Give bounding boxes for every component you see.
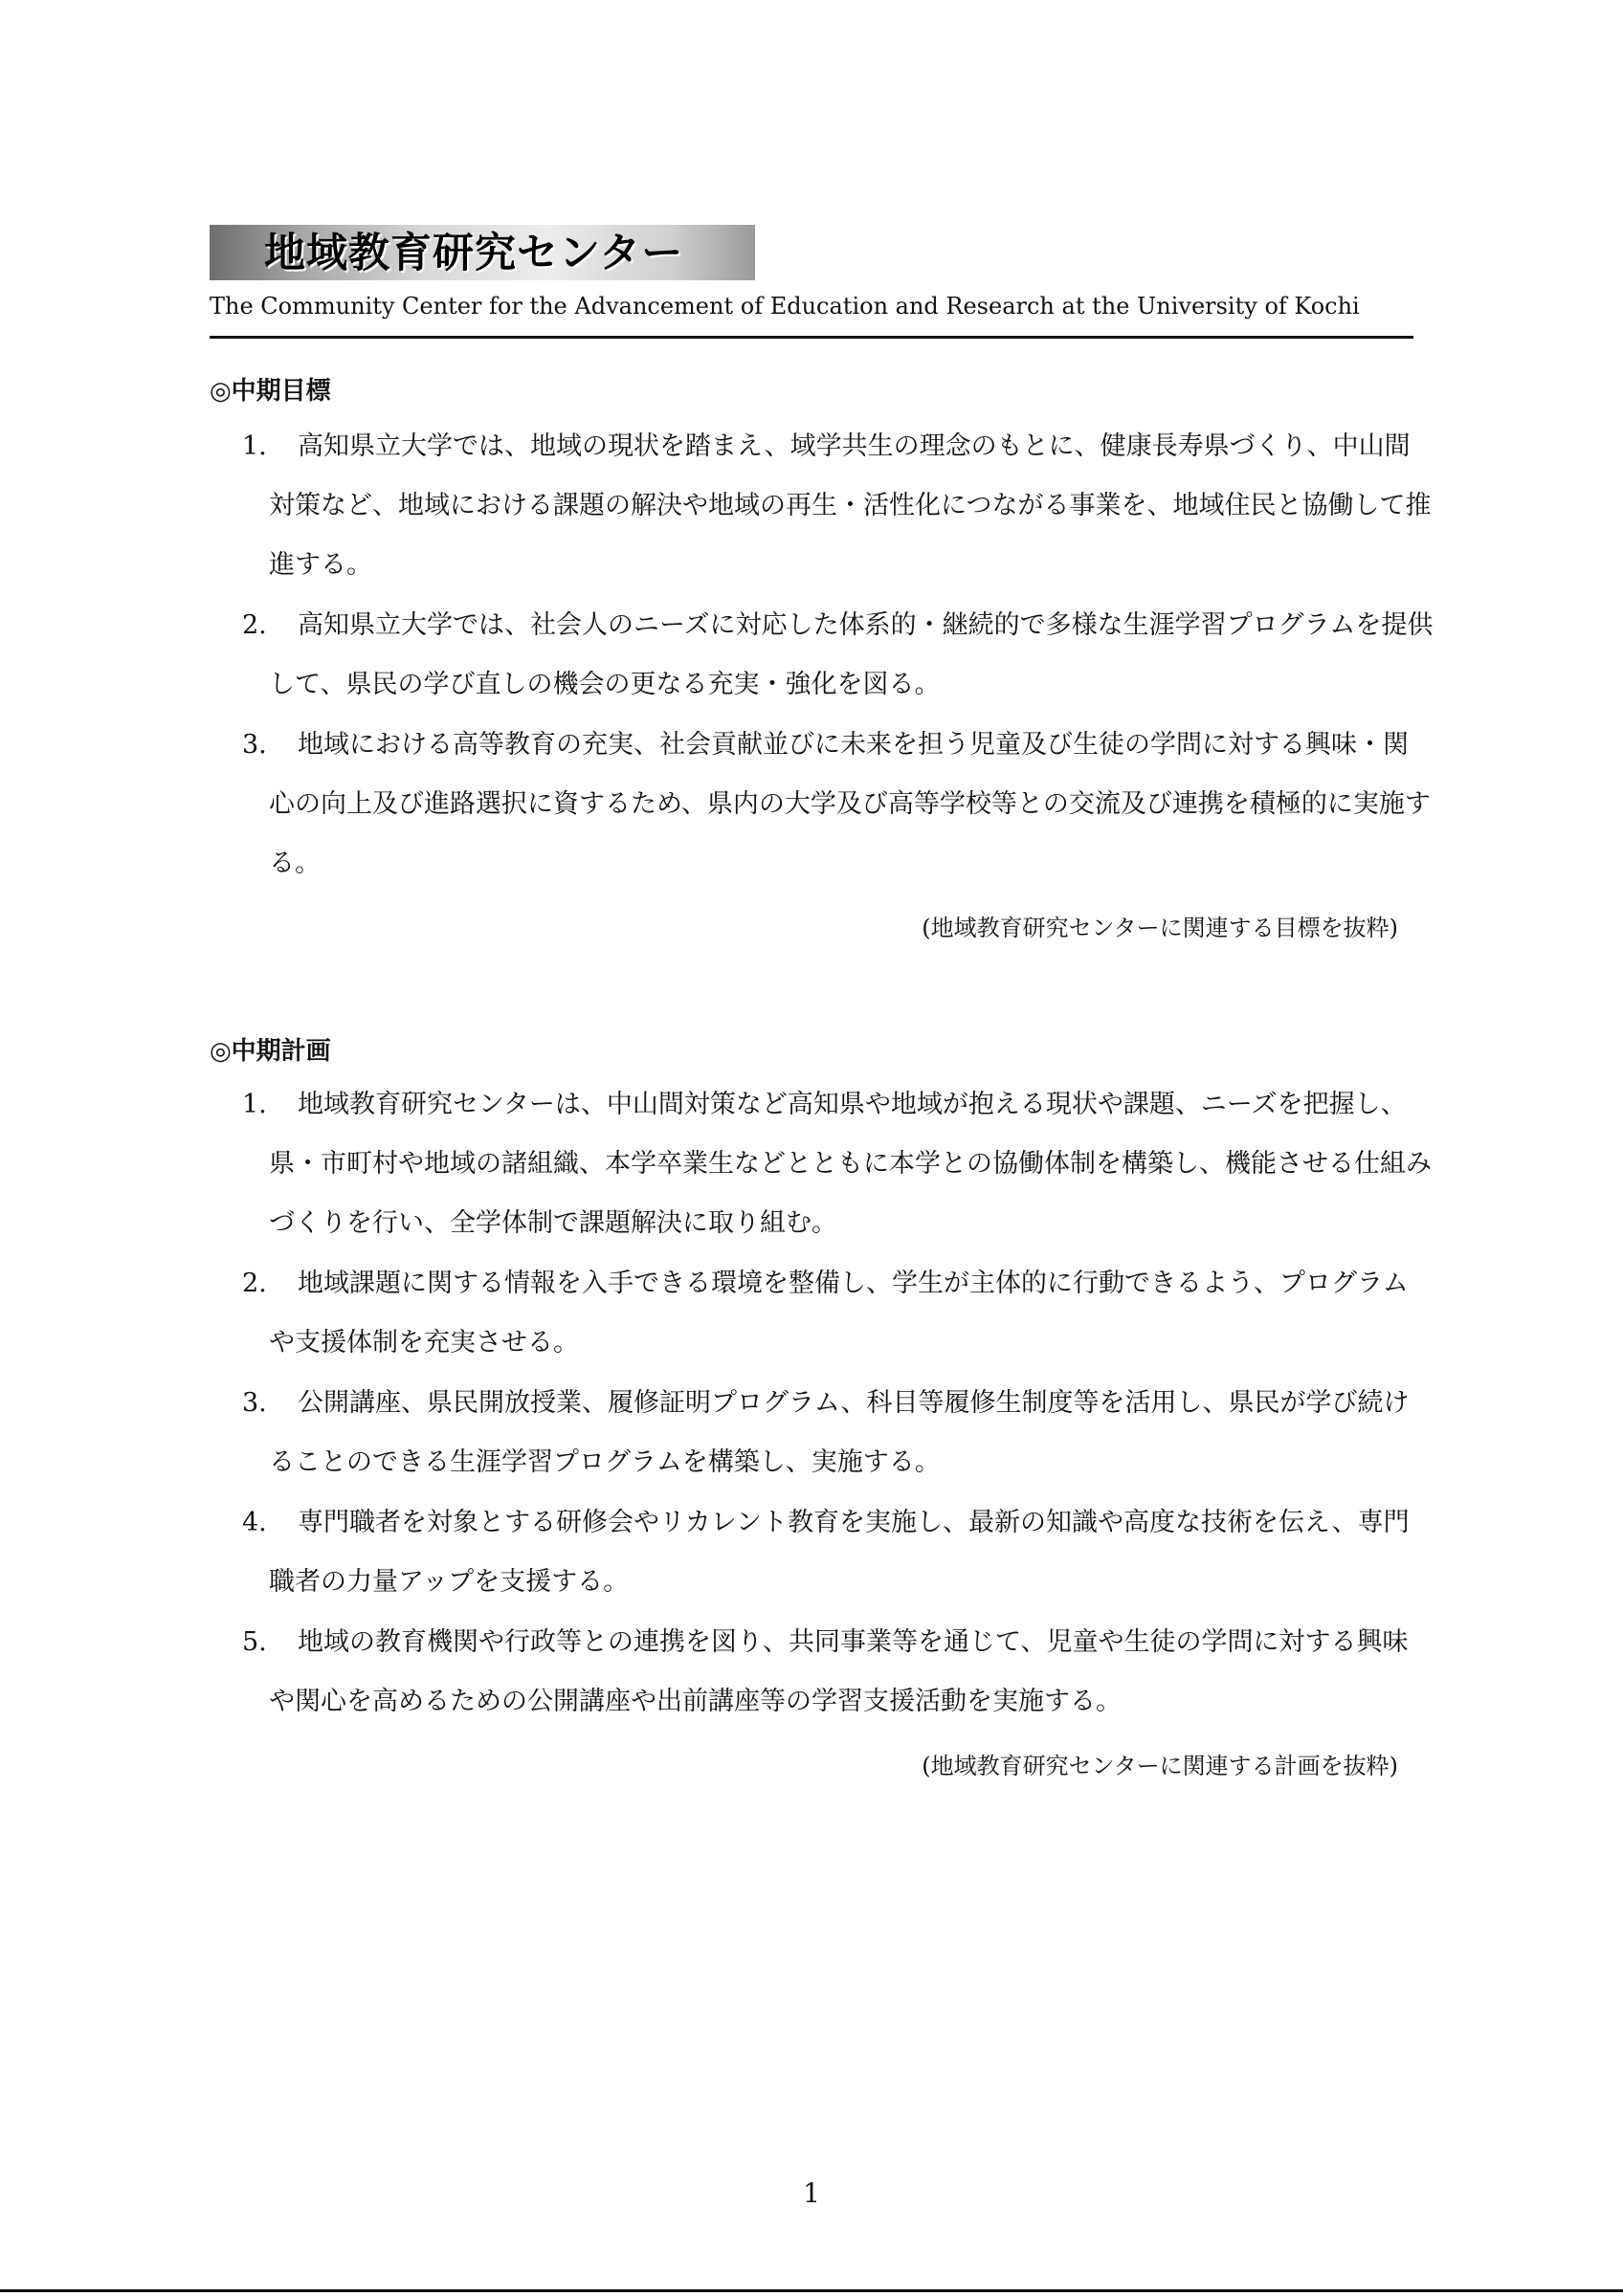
plan-item-text: 地域課題に関する情報を入手できる環境を整備し、学生が主体的に行動できるよう、プログラムや支援体制を充実させる。 xyxy=(269,1269,1409,1358)
plan-item-number: 1. xyxy=(242,1090,267,1119)
goal-item-text: 高知県立大学では、地域の現状を踏まえ、域学共生の理念のもとに、健康長寿県づくり、中山間対策など、地域における課題の解決や地域の再生・活性化につながる事業を、地域住民と協働して推進する。 xyxy=(269,431,1432,580)
plan-item xyxy=(242,1254,1434,1373)
page-subtitle: The Community Center for the Advancement of Education and Research at the University of Kochi xyxy=(210,293,1360,320)
plan-item-text: 専門職者を対象とする研修会やリカレント教育を実施し、最新の知識や高度な技術を伝え、専門職者の力量アップを支援する。 xyxy=(269,1508,1410,1597)
plan-item xyxy=(242,1374,1434,1492)
goal-item xyxy=(242,596,1434,715)
plan-item-number: 4. xyxy=(242,1508,267,1537)
plan-item-number: 2. xyxy=(242,1269,267,1298)
plan-item xyxy=(242,1075,1434,1253)
goal-item-number: 1. xyxy=(242,431,267,461)
goals-note: (地域教育研究センターに関連する目標を抜粋) xyxy=(922,915,1398,941)
goal-item xyxy=(242,417,1434,595)
page-bottom-border xyxy=(0,2289,1623,2292)
plan-item-number: 5. xyxy=(242,1627,267,1657)
goal-item-text: 高知県立大学では、社会人のニーズに対応した体系的・継続的で多様な生涯学習プログラムを提供して、県民の学び直しの機会の更なる充実・強化を図る。 xyxy=(269,610,1434,699)
header-divider xyxy=(210,336,1413,339)
plans-note: (地域教育研究センターに関連する計画を抜粋) xyxy=(922,1753,1398,1779)
plans-heading: ◎中期計画 xyxy=(210,1037,331,1066)
plan-item-text: 地域教育研究センターは、中山間対策など高知県や地域が抱える現状や課題、ニーズを把握し、県・市町村や地域の諸組織、本学卒業生などとともに本学との協働体制を構築し、機能させる仕組みづくりを行い、全学体制で課題解決に取り組む。 xyxy=(269,1090,1432,1238)
goal-item xyxy=(242,716,1434,894)
goal-item-text: 地域における高等教育の充実、社会貢献並びに未来を担う児童及び生徒の学問に対する興味・関心の向上及び進路選択に資するため、県内の大学及び高等学校等との交流及び連携を積極的に実施する。 xyxy=(269,730,1431,878)
plan-item-text: 地域の教育機関や行政等との連携を図り、共同事業等を通じて、児童や生徒の学問に対する興味や関心を高めるための公開講座や出前講座等の学習支援活動を実施する。 xyxy=(269,1627,1409,1716)
plan-item-text: 公開講座、県民開放授業、履修証明プログラム、科目等履修生制度等を活用し、県民が学び続けることのできる生涯学習プログラムを構築し、実施する。 xyxy=(269,1388,1410,1477)
plan-item-number: 3. xyxy=(242,1388,267,1418)
goal-item-number: 2. xyxy=(242,610,267,640)
goals-heading: ◎中期目標 xyxy=(210,377,331,406)
plan-item xyxy=(242,1493,1434,1612)
goal-item-number: 3. xyxy=(242,730,267,760)
plan-item xyxy=(242,1613,1434,1732)
page-title: 地域教育研究センター xyxy=(264,230,684,277)
page-number: 1 xyxy=(803,2177,820,2209)
